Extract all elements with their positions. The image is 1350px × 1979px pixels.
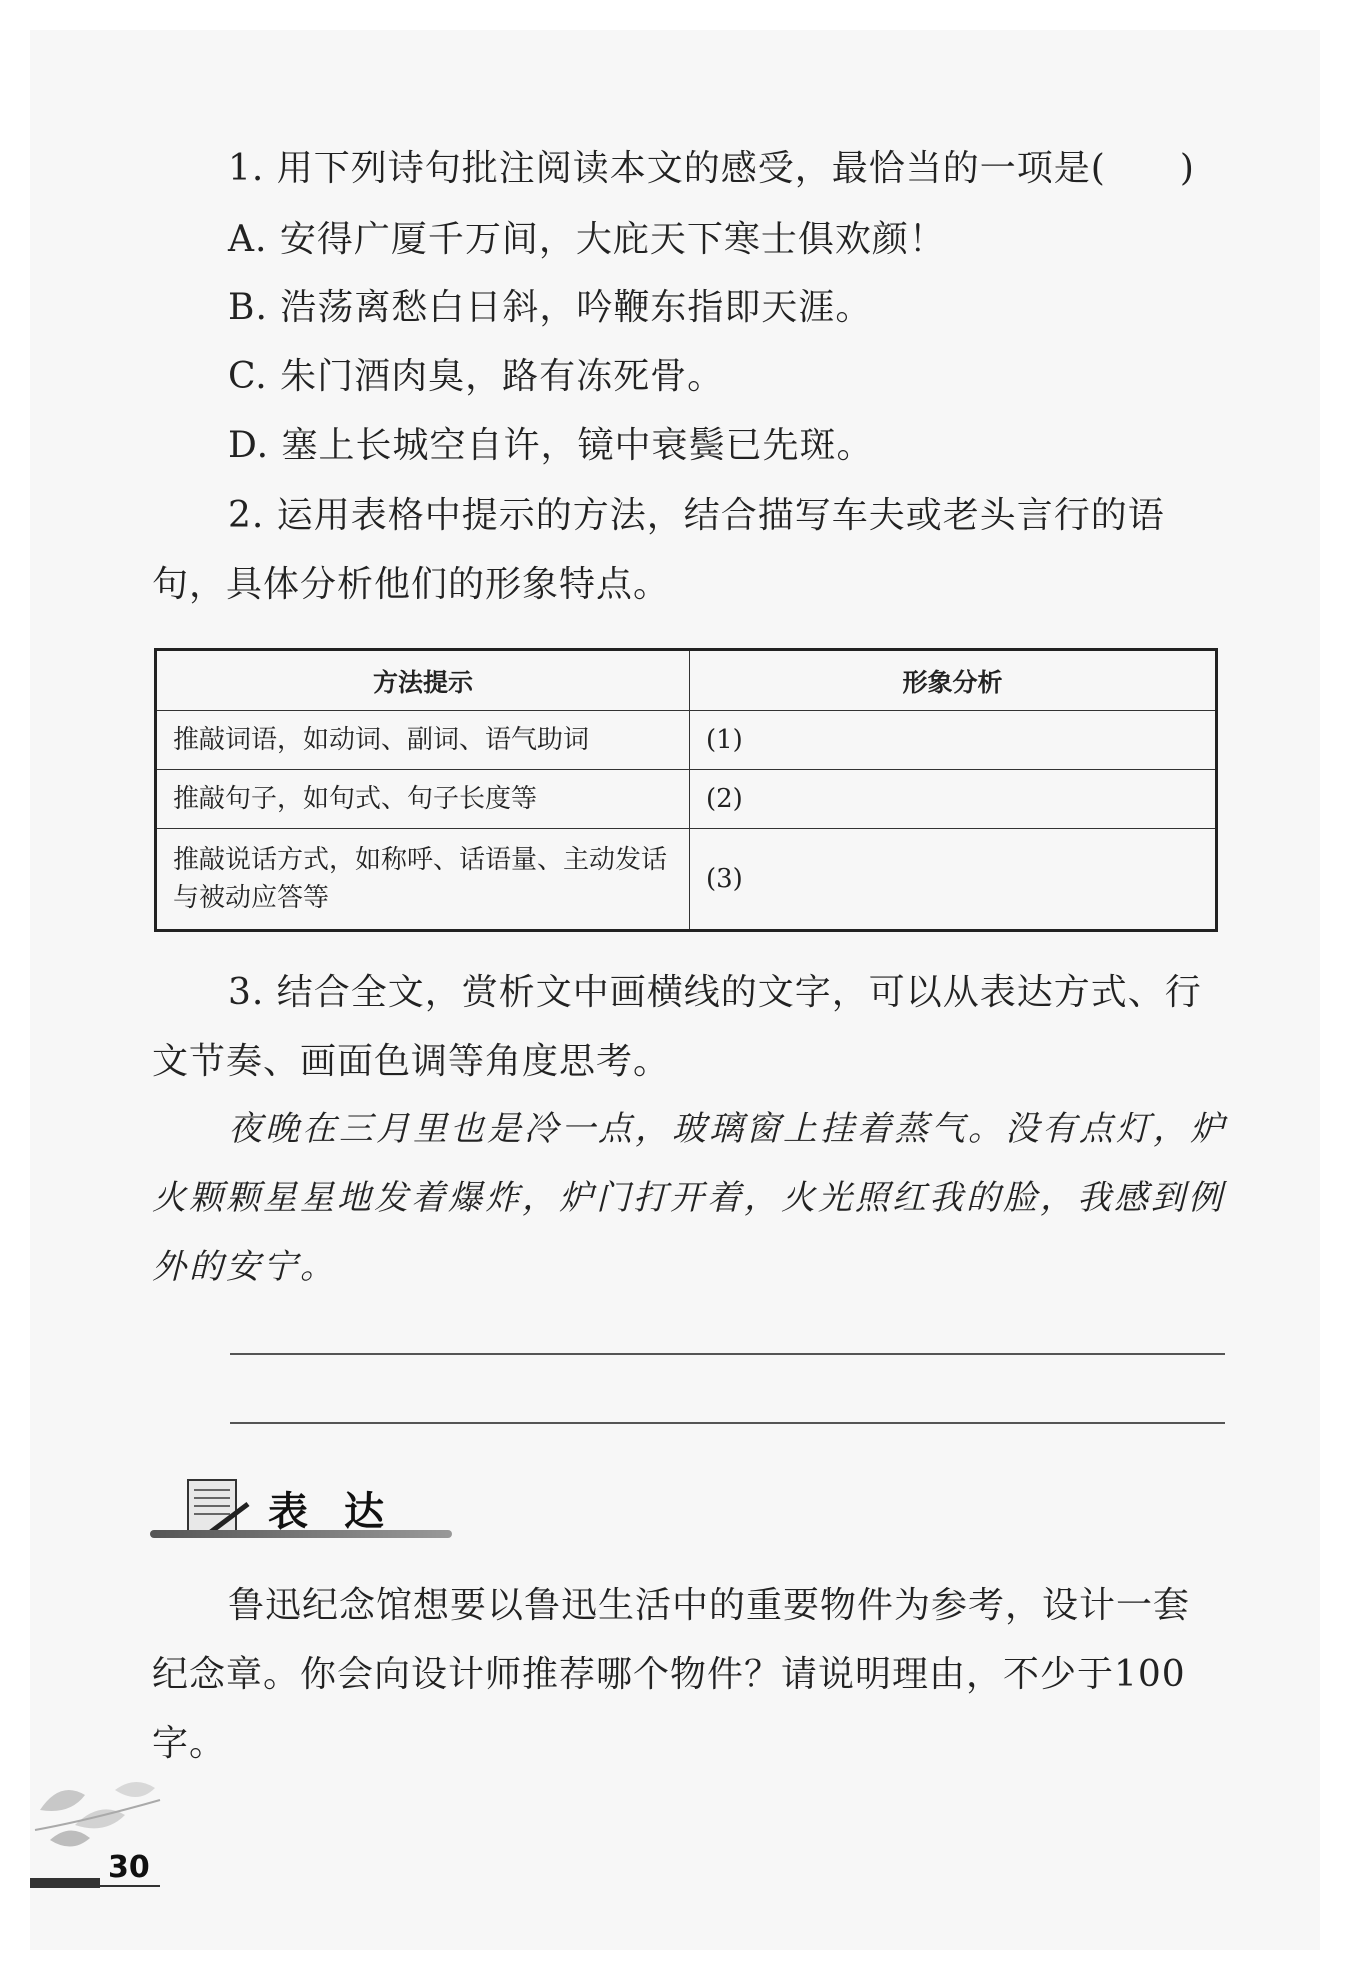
answer-line[interactable]: [230, 1422, 1225, 1424]
method-table: [154, 648, 1218, 932]
option-b: B. 浩荡离愁白日斜，吟鞭东指即天涯。: [228, 287, 873, 328]
question-3-stem: 3. 结合全文，赏析文中画横线的文字，可以从表达方式、行文节奏、画面色调等角度思考。: [152, 972, 1202, 1082]
table-cell-answer[interactable]: (3): [690, 829, 1217, 931]
section-title: 表达: [268, 1489, 420, 1535]
section-header: [150, 1478, 460, 1548]
section-prompt: 鲁迅纪念馆想要以鲁迅生活中的重要物件为参考，设计一套纪念章。你会向设计师推荐哪个物件？请说明理由，不少于100字。: [152, 1585, 1191, 1764]
table-cell-answer[interactable]: (2): [690, 770, 1217, 829]
option-c: C. 朱门酒肉臭，路有冻死骨。: [228, 356, 725, 397]
table-row: [156, 829, 1217, 931]
page-number: 30: [108, 1850, 150, 1885]
table-row: [156, 770, 1217, 829]
page-number-rule: [100, 1885, 160, 1887]
page-number-bar: [30, 1878, 100, 1888]
table-header-row: [156, 650, 1217, 711]
option-a: A. 安得广厦千万间，大庇天下寒士俱欢颜！: [228, 219, 946, 260]
table-cell-method: 推敲词语，如动词、副词、语气助词: [156, 711, 690, 770]
option-d: D. 塞上长城空自许，镜中衰鬓已先斑。: [228, 425, 874, 466]
table-cell-method: 推敲说话方式，如称呼、话语量、主动发话与被动应答等: [156, 829, 690, 931]
table-cell-answer[interactable]: (1): [690, 711, 1217, 770]
table-header: 形象分析: [690, 650, 1217, 711]
table-cell-method: 推敲句子，如句式、句子长度等: [156, 770, 690, 829]
table-header: 方法提示: [156, 650, 690, 711]
answer-line[interactable]: [230, 1353, 1225, 1355]
table-row: [156, 711, 1217, 770]
question-3-quote: 夜晚在三月里也是冷一点，玻璃窗上挂着蒸气。没有点灯，炉火颗颗星星地发着爆炸，炉门打开着，火光照红我的脸，我感到例外的安宁。: [152, 1109, 1227, 1287]
question-1-stem: 1. 用下列诗句批注阅读本文的感受，最恰当的一项是( ): [228, 148, 1195, 189]
question-2-stem: 2. 运用表格中提示的方法，结合描写车夫或老头言行的语句，具体分析他们的形象特点。: [152, 495, 1165, 605]
leaves-decoration-icon: [30, 1770, 170, 1860]
